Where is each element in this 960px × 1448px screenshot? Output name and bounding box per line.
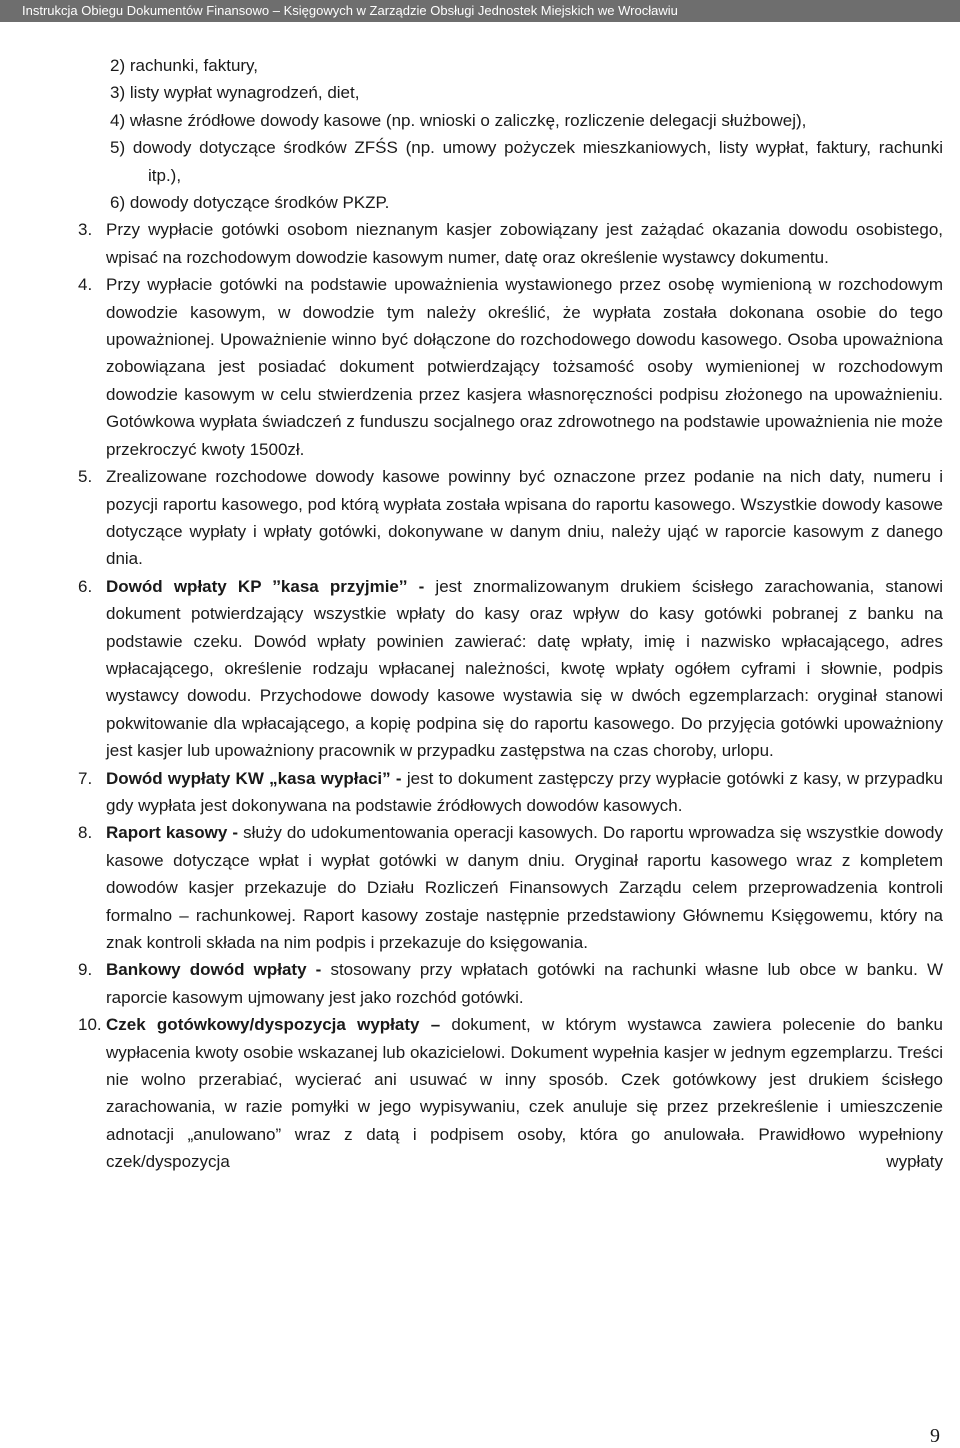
item-text: Przy wypłacie gotówki osobom nieznanym kasjer zobowiązany jest zażądać okazania dowodu osobistego, wpisać na rozchodowym dowodzie kasowym numer, datę oraz określenie wystawcy dokumentu. xyxy=(106,220,943,267)
list-item: 5) dowody dotyczące środków ZFŚS (np. umowy pożyczek mieszkaniowych, listy wypłat, faktury, rachunki itp.), xyxy=(110,138,943,185)
list-item xyxy=(56,216,943,271)
list-item: 3) listy wypłat wynagrodzeń, diet, xyxy=(110,83,360,103)
item-text: stosowany przy wpłatach gotówki na rachunki własne lub obce w banku. W raporcie kasowym ujmowany jest jako rozchód gotówki. xyxy=(106,960,943,1007)
item-text: dokument, w którym wystawca zawiera polecenie do banku wypłacenia kwoty osobie wskazanej lub okazicielowi. Dokument wypełnia kasjer w jednym egzemplarzu. Treści nie wolno przerabiać, wycierać ani usuwać w inny sposób. Czek gotówkowy jest drukiem ścisłego zarachowania, w razie pomyłki w jego wypisywaniu, czek anuluje się przez przekreślenie i umieszczenie adnotacji „anulowano” wraz z datą i podpisem osoby, która go anulowała. Prawidłowo wypełniony czek/dyspozycja wypłaty xyxy=(106,1015,944,1172)
item-number: 6. xyxy=(78,576,93,596)
item-term: Bankowy dowód wpłaty - xyxy=(106,960,322,980)
list-item xyxy=(56,819,943,956)
list-item: 2) rachunki, faktury, xyxy=(110,56,259,75)
sub-list xyxy=(56,52,943,216)
document-body xyxy=(56,52,943,1176)
item-term: Dowód wypłaty KW „kasa wypłaci” - xyxy=(106,768,402,788)
numbered-list xyxy=(56,216,943,1175)
list-item xyxy=(56,765,943,820)
list-item xyxy=(56,956,943,1011)
page-number: 9 xyxy=(930,1425,940,1447)
item-term: Raport kasowy - xyxy=(106,823,239,843)
item-text: jest znormalizowanym drukiem ścisłego zarachowania, stanowi dokument potwierdzający wszystkie wpłaty do kasy oraz wpływ do kasy gotówki pobranej z banku na podstawie czeku. Dowód wpłaty powinien zawierać: datę wpłaty, imię i nazwisko wpłacającego, adres wpłacającego, określenie rodzaju wpłacanej należności, kwotę wpłaty ogółem cyframi i słownie, podpis wystawcy dowodu. Przychodowe dowody kasowe wystawia się w dwóch egzemplarzach: oryginał stanowi pokwitowanie dla wpłacającego, a kopię podpina się do raportu kasowego. Do przyjęcia gotówki upoważniony jest kasjer lub upoważniony pracownik w przypadku zastępstwa na czas choroby, urlopu. xyxy=(106,576,943,761)
item-term: Czek gotówkowy/dyspozycja wypłaty – xyxy=(106,1015,441,1035)
item-number: 10. xyxy=(78,1015,102,1035)
list-item xyxy=(56,1011,943,1175)
list-item: 4) własne źródłowe dowody kasowe (np. wnioski o zaliczkę, rozliczenie delegacji służbowej), xyxy=(110,110,807,130)
item-number: 9. xyxy=(78,960,93,980)
item-number: 3. xyxy=(78,220,93,240)
item-text: Przy wypłacie gotówki na podstawie upoważnienia wystawionego przez osobę wymienioną w rozchodowym dowodzie kasowym, w dowodzie tym należy określić, że wypłata została dokonana osobie do tego upoważnionej. Upoważnienie winno być dołączone do rozchodowego dowodu kasowego. Osoba upoważniona zobowiązana jest posiadać dokument potwierdzający tożsamość osoby wymienionej w rozchodowym dowodzie kasowym w celu stwierdzenia przez kasjera własnoręczności podpisu złożonego na upoważnieniu. Gotówkowa wypłata świadczeń z funduszu socjalnego oraz zdrowotnego na podstawie upoważnienia nie może przekroczyć kwoty 1500zł. xyxy=(106,275,943,459)
item-text: służy do udokumentowania operacji kasowych. Do raportu wprowadza się wszystkie dowody kasowe dotyczące wpłat i wypłat gotówki w danym dniu. Oryginał raportu kasowego wraz z kompletem dowodów kasjer przekazuje do Działu Rozliczeń Finansowych Zarządu celem przeprowadzenia kontroli formalno – rachunkowej. Raport kasowy zostaje następnie przedstawiony Głównemu Księgowemu, który na znak kontroli składa na nim podpis i przekazuje do księgowania. xyxy=(106,823,943,952)
item-number: 7. xyxy=(78,768,93,788)
item-term: Dowód wpłaty KP ˮkasa przyjmieˮ - xyxy=(106,576,425,596)
item-number: 5. xyxy=(78,467,93,487)
item-text: Zrealizowane rozchodowe dowody kasowe powinny być oznaczone przez podanie na nich daty, numeru i pozycji raportu kasowego, pod którą wypłata została wpisana do raportu kasowego. Wszystkie dowody kasowe dotyczące wypłaty i wpłaty gotówki, dokonywane w danym dniu, należy ująć w raporcie kasowym z danego dnia. xyxy=(106,467,943,569)
item-text: jest to dokument zastępczy przy wypłacie gotówki z kasy, w przypadku gdy wypłata jest dokonywana na podstawie źródłowych dowodów kasowych. xyxy=(106,768,943,815)
item-number: 4. xyxy=(78,275,93,295)
list-item: 6) dowody dotyczące środków PKZP. xyxy=(110,193,390,213)
list-item xyxy=(56,573,943,765)
item-number: 8. xyxy=(78,823,93,843)
list-item xyxy=(56,271,943,463)
list-item xyxy=(56,463,943,573)
document-header: Instrukcja Obiegu Dokumentów Finansowo – Księgowych w Zarządzie Obsługi Jednostek Miejskich we Wrocławiu xyxy=(0,0,960,22)
